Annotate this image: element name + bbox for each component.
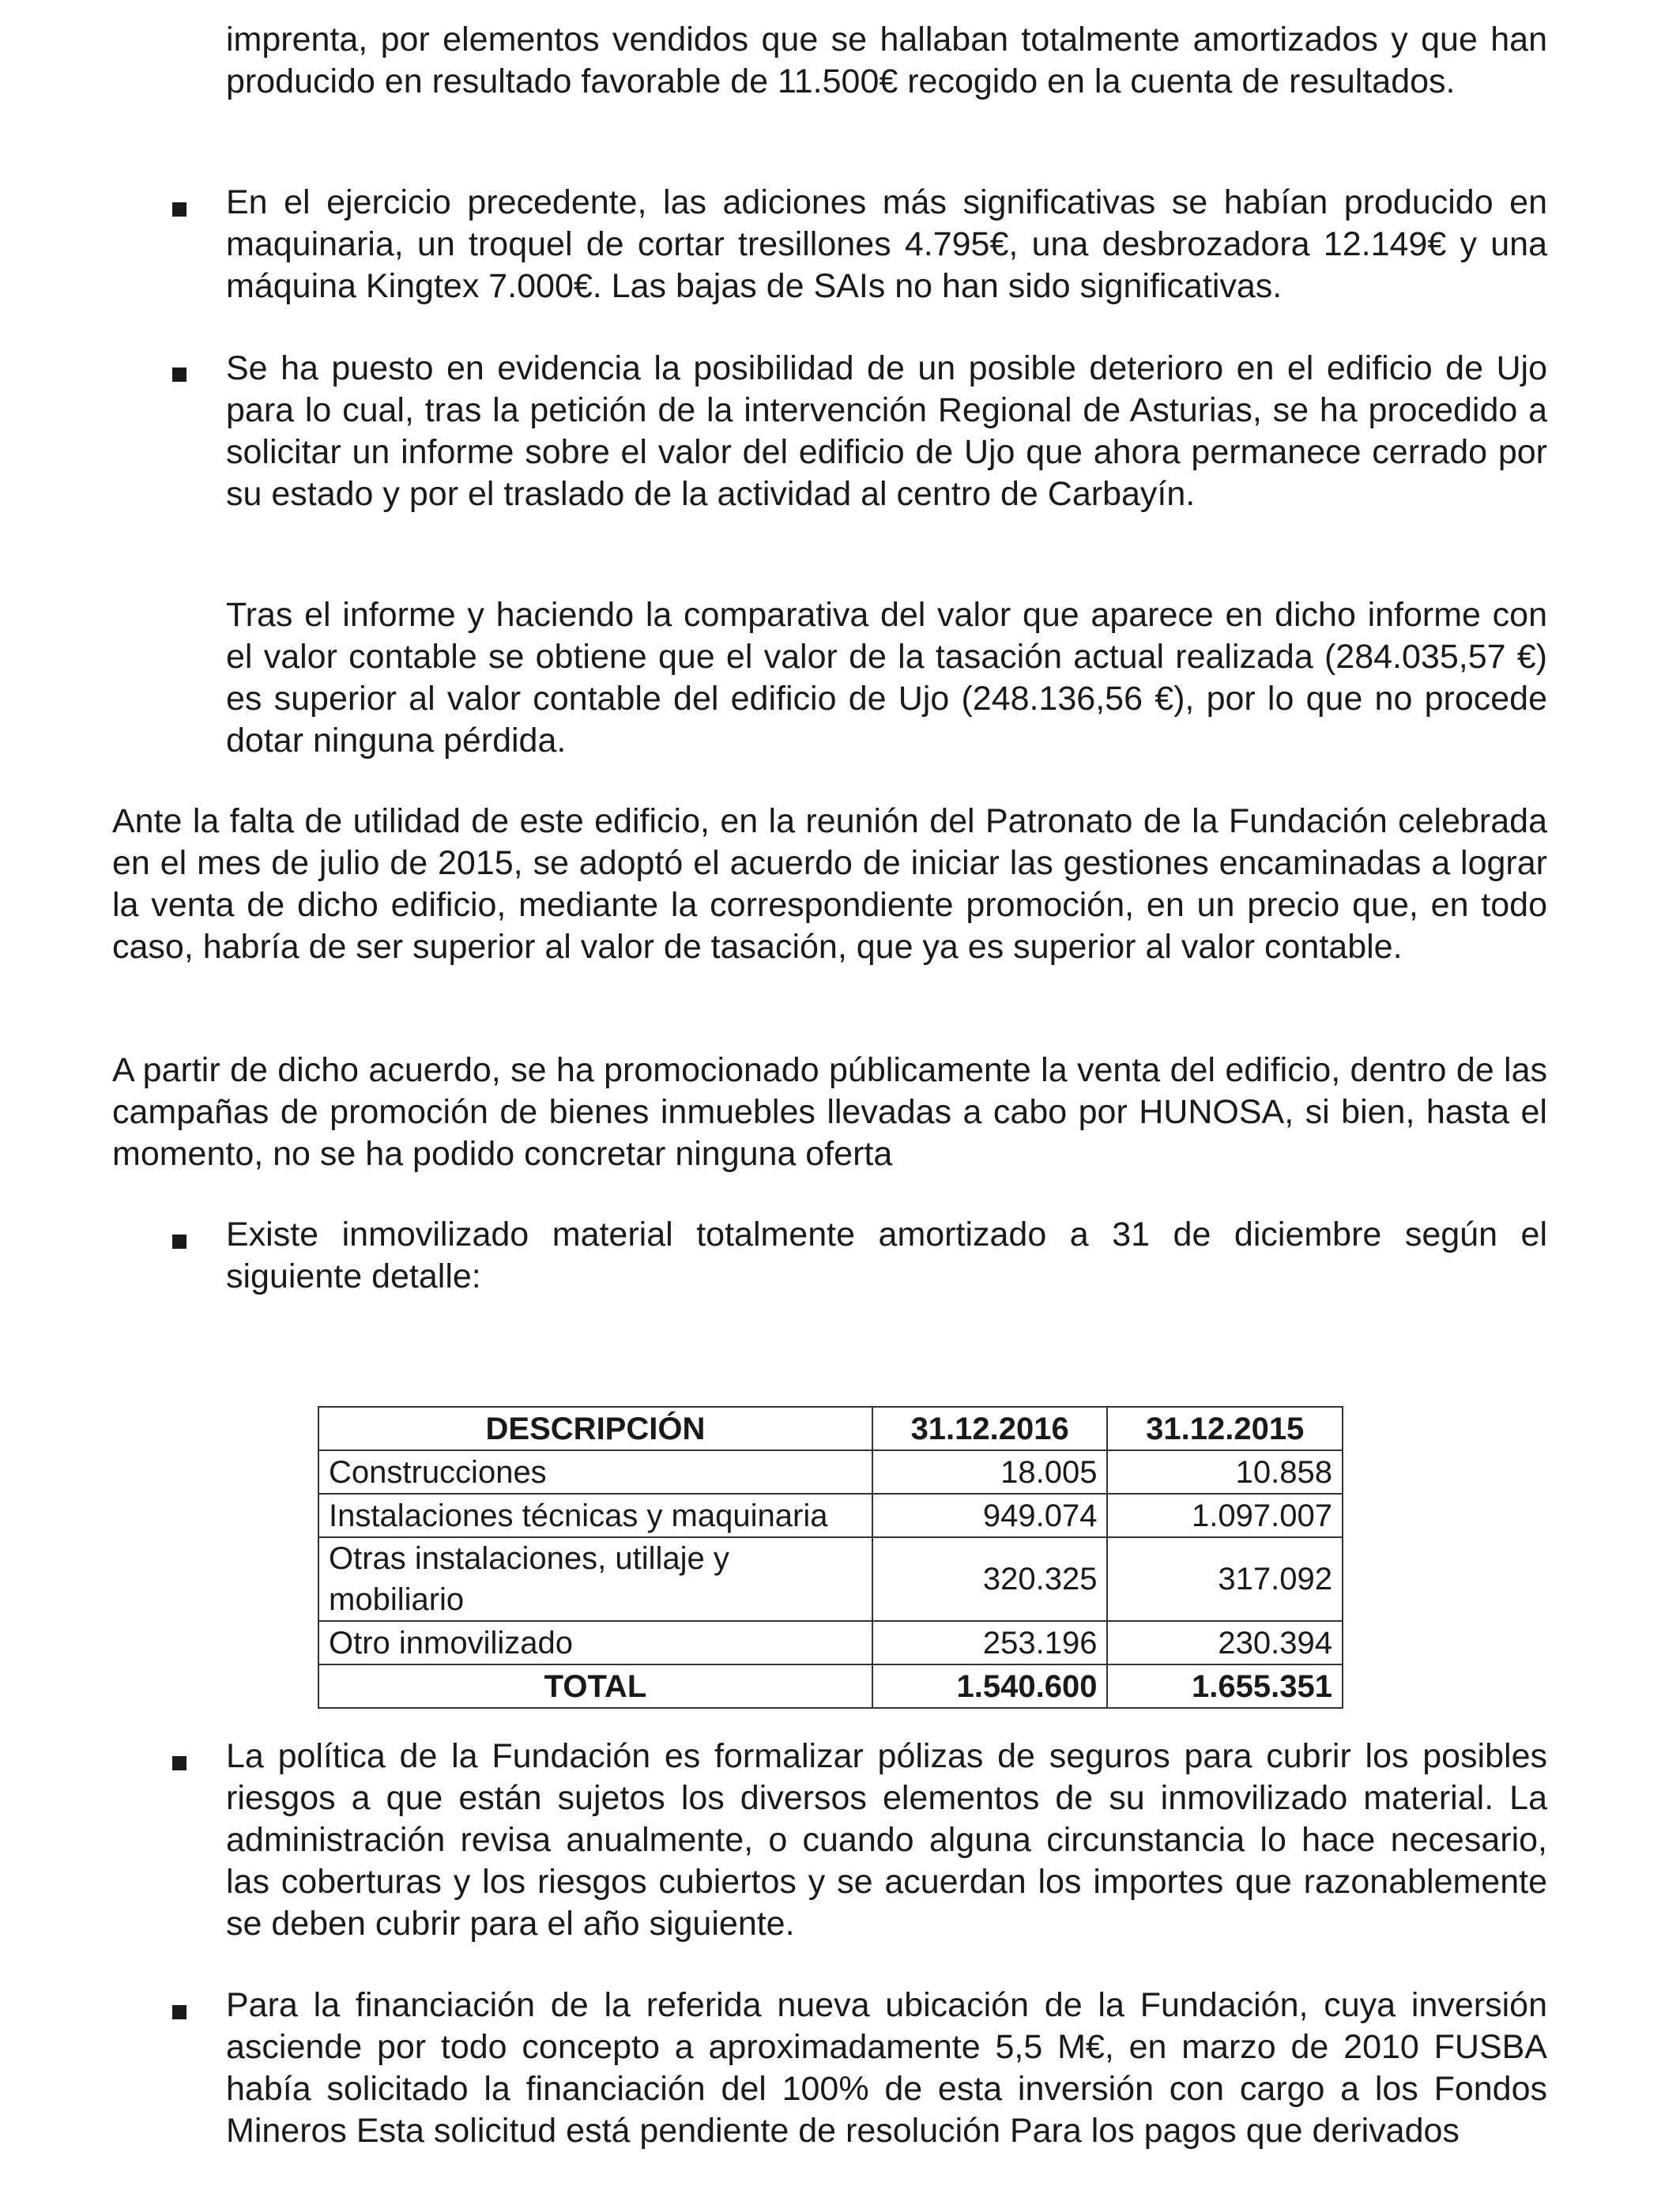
paragraph-text: En el ejercicio precedente, las adiciones más significativas se habían producido en maquinaria, un troquel de cortar tresillones 4.795€, una desbrozadora 12.149€ y una máquina Kingtex 7.000€. Las bajas de SAIs no han sido significativas. — [226, 183, 1547, 305]
table-total-row — [318, 1664, 1343, 1708]
table-row — [318, 1450, 1343, 1494]
table-cell: Construcciones — [318, 1450, 872, 1494]
paragraph-text: Se ha puesto en evidencia la posibilidad de un posible deterioro en el edificio de Ujo para lo cual, tras la petición de la intervención Regional de Asturias, se ha procedido a solicitar un informe sobre el valor del edificio de Ujo que ahora permanece cerrado por su estado y por el traslado de la actividad al centro de Carbayín. — [226, 349, 1547, 513]
table-cell: 253.196 — [872, 1621, 1108, 1664]
bullet-paragraph-additions — [226, 182, 1547, 307]
bullet-icon — [172, 1756, 186, 1770]
table-header-2016: 31.12.2016 — [872, 1407, 1108, 1450]
paragraph-text: Existe inmovilizado material totalmente amortizado a 31 de diciembre según el siguiente detalle: — [226, 1216, 1547, 1295]
table-row — [318, 1537, 1343, 1621]
paragraph-text: Para la financiación de la referida nueva ubicación de la Fundación, cuya inversión asciende por todo concepto a aproximadamente 5,5 M€, en marzo de 2010 FUSBA había solicitado la financiación del 100% de esta inversión con cargo a los Fondos Mineros Esta solicitud está pendiente de resolución Para los pagos que derivados — [226, 1986, 1547, 2150]
paragraph-promocion — [112, 1050, 1547, 1175]
paragraph-text: imprenta, por elementos vendidos que se hallaban totalmente amortizados y que han producido en resultado favorable de 11.500€ recogido en la cuenta de resultados. — [226, 21, 1547, 100]
table-cell: 230.394 — [1107, 1621, 1343, 1664]
table-cell: Otro inmovilizado — [318, 1621, 872, 1664]
table-header-row — [318, 1407, 1343, 1450]
paragraph-text: La política de la Fundación es formalizar pólizas de seguros para cubrir los posibles riesgos a que están sujetos los diversos elementos de su inmovilizado material. La administración revisa anualmente, o cuando alguna circunstancia lo hace necesario, las coberturas y los riesgos cubiertos y se acuerdan los importes que razonablemente se deben cubrir para el año siguiente. — [226, 1737, 1547, 1943]
bullet-icon — [172, 202, 186, 217]
paragraph-tasacion — [226, 594, 1547, 762]
table-total-2015: 1.655.351 — [1107, 1664, 1343, 1708]
table-total-label: TOTAL — [318, 1664, 872, 1708]
bullet-paragraph-amortizado — [226, 1214, 1547, 1298]
table-cell: Otras instalaciones, utillaje y mobiliario — [318, 1537, 872, 1621]
amortized-assets-table — [318, 1406, 1343, 1709]
table-cell: 10.858 — [1107, 1450, 1343, 1494]
bullet-icon — [172, 2005, 186, 2019]
table-header-descripcion: DESCRIPCIÓN — [318, 1407, 872, 1450]
bullet-icon — [172, 1235, 186, 1249]
paragraph-patronato — [112, 801, 1547, 968]
table-total-2016: 1.540.600 — [872, 1664, 1108, 1708]
bullet-paragraph-financiacion — [226, 1985, 1547, 2152]
paragraph-continuation — [226, 19, 1547, 103]
table-cell: Instalaciones técnicas y maquinaria — [318, 1494, 872, 1537]
table-cell: 320.325 — [872, 1537, 1108, 1621]
table-cell: 18.005 — [872, 1450, 1108, 1494]
table-row — [318, 1621, 1343, 1664]
paragraph-text: Ante la falta de utilidad de este edificio, en la reunión del Patronato de la Fundación celebrada en el mes de julio de 2015, se adoptó el acuerdo de iniciar las gestiones encaminadas a lograr la venta de dicho edificio, mediante la correspondiente promoción, en un precio que, en todo caso, habría de ser superior al valor de tasación, que ya es superior al valor contable. — [112, 802, 1547, 966]
bullet-icon — [172, 368, 186, 382]
table-cell: 1.097.007 — [1107, 1494, 1343, 1537]
bullet-paragraph-seguros — [226, 1736, 1547, 1945]
table-row — [318, 1494, 1343, 1537]
bullet-paragraph-deterioro — [226, 348, 1547, 515]
paragraph-text: Tras el informe y haciendo la comparativa del valor que aparece en dicho informe con el valor contable se obtiene que el valor de la tasación actual realizada (284.035,57 €) es superior al valor contable del edificio de Ujo (248.136,56 €), por lo que no procede dotar ninguna pérdida. — [226, 596, 1547, 760]
table-cell: 317.092 — [1107, 1537, 1343, 1621]
table-cell: 949.074 — [872, 1494, 1108, 1537]
table-header-2015: 31.12.2015 — [1107, 1407, 1343, 1450]
paragraph-text: A partir de dicho acuerdo, se ha promocionado públicamente la venta del edificio, dentro de las campañas de promoción de bienes inmuebles llevadas a cabo por HUNOSA, si bien, hasta el momento, no se ha podido concretar ninguna oferta — [112, 1051, 1547, 1173]
